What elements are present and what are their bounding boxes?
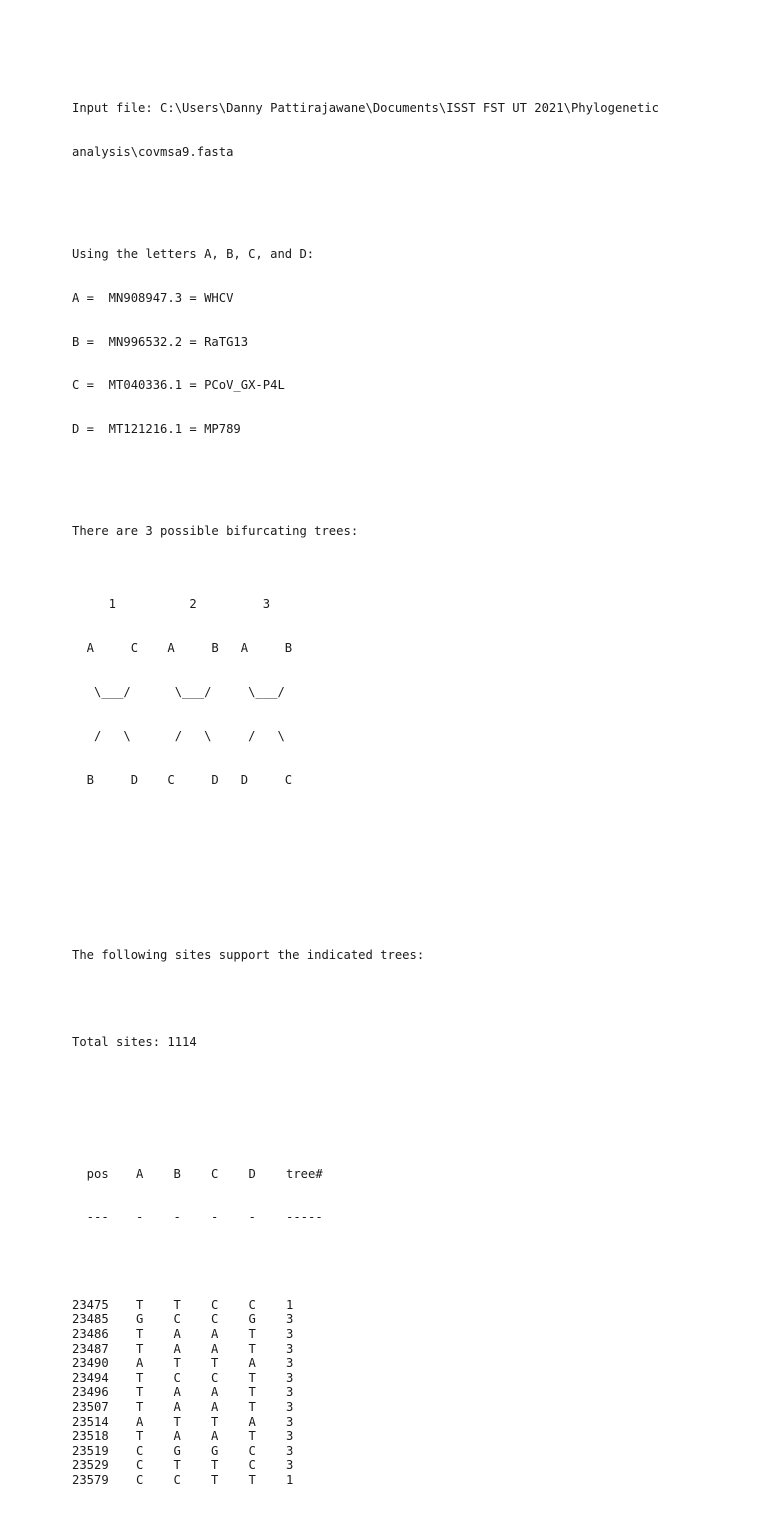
cell-c: A xyxy=(211,1400,219,1415)
cell-a: T xyxy=(136,1385,144,1400)
underline-tree: ----- xyxy=(286,1210,323,1225)
cell-pos: 23514 xyxy=(72,1414,109,1429)
letter-mapping-c: C = MT040336.1 = PCoV_GX-P4L xyxy=(72,378,285,393)
cell-pos: 23496 xyxy=(72,1385,109,1400)
document-page xyxy=(72,72,752,1531)
header-c: C xyxy=(211,1166,219,1181)
table-underline-row xyxy=(72,1210,752,1225)
cell-a: G xyxy=(136,1312,144,1327)
table-row xyxy=(72,1371,752,1386)
letters-intro: Using the letters A, B, C, and D: xyxy=(72,247,315,262)
cell-b: G xyxy=(173,1443,181,1458)
cell-b: C xyxy=(173,1312,181,1327)
table-row xyxy=(72,1444,752,1459)
cell-pos: 23486 xyxy=(72,1327,109,1342)
cell-b: A xyxy=(173,1429,181,1444)
tree-diagram xyxy=(72,568,752,816)
table-row xyxy=(72,1473,752,1488)
cell-c: T xyxy=(211,1473,219,1487)
tree-diagram-line: B D C D D C xyxy=(72,772,293,787)
cell-pos: 23494 xyxy=(72,1370,109,1385)
header-d: D xyxy=(248,1166,256,1181)
underline-a: - xyxy=(136,1210,144,1225)
cell-tree: 3 xyxy=(286,1341,294,1356)
sites-table xyxy=(72,1137,752,1516)
tree-diagram-line: 1 2 3 xyxy=(72,597,271,612)
cell-a: T xyxy=(136,1297,144,1312)
cell-b: C xyxy=(173,1370,181,1385)
cell-a: T xyxy=(136,1400,144,1415)
cell-d: T xyxy=(248,1370,256,1385)
cell-c: T xyxy=(211,1458,219,1473)
cell-c: C xyxy=(211,1370,219,1385)
cell-b: A xyxy=(173,1400,181,1415)
cell-c: A xyxy=(211,1341,219,1356)
cell-pos: 23529 xyxy=(72,1458,109,1473)
spacer xyxy=(72,189,752,204)
table-row xyxy=(72,1385,752,1400)
total-sites: Total sites: 1114 xyxy=(72,1035,197,1050)
table-row xyxy=(72,1342,752,1357)
header-pos: pos xyxy=(72,1166,109,1181)
cell-pos: 23490 xyxy=(72,1356,109,1371)
cell-d: T xyxy=(248,1385,256,1400)
cell-a: A xyxy=(136,1414,144,1429)
cell-c: A xyxy=(211,1385,219,1400)
cell-pos: 23487 xyxy=(72,1341,109,1356)
cell-b: T xyxy=(173,1458,181,1473)
cell-b: A xyxy=(173,1327,181,1342)
cell-b: C xyxy=(173,1473,181,1487)
cell-b: T xyxy=(173,1297,181,1312)
cell-tree: 3 xyxy=(286,1414,294,1429)
cell-pos: 23485 xyxy=(72,1312,109,1327)
cell-tree: 3 xyxy=(286,1458,294,1473)
input-file-line-1: Input file: C:\Users\Danny Pattirajawane\Documents\ISST FST UT 2021\Phylogenetic xyxy=(72,101,659,116)
cell-b: A xyxy=(173,1341,181,1356)
cell-d: T xyxy=(248,1473,256,1487)
cell-d: C xyxy=(248,1297,256,1312)
cell-d: T xyxy=(248,1400,256,1415)
table-row xyxy=(72,1400,752,1415)
cell-c: T xyxy=(211,1414,219,1429)
cell-c: A xyxy=(211,1327,219,1342)
spacer xyxy=(72,466,752,481)
cell-tree: 3 xyxy=(286,1443,294,1458)
cell-tree: 3 xyxy=(286,1312,294,1327)
table-row xyxy=(72,1415,752,1430)
cell-d: T xyxy=(248,1429,256,1444)
spacer xyxy=(72,845,752,860)
sites-intro: The following sites support the indicated trees: xyxy=(72,947,425,962)
spacer xyxy=(72,1254,752,1269)
underline-c: - xyxy=(211,1210,219,1225)
trees-intro: There are 3 possible bifurcating trees: xyxy=(72,524,359,539)
cell-d: G xyxy=(248,1312,256,1327)
cell-tree: 1 xyxy=(286,1297,294,1312)
cell-a: A xyxy=(136,1356,144,1371)
cell-pos: 23507 xyxy=(72,1400,109,1415)
cell-d: A xyxy=(248,1356,256,1371)
cell-a: T xyxy=(136,1327,144,1342)
table-row xyxy=(72,1312,752,1327)
tree-diagram-line: / \ / \ / \ xyxy=(72,728,285,743)
cell-a: C xyxy=(136,1473,144,1487)
cell-a: T xyxy=(136,1341,144,1356)
header-b: B xyxy=(173,1166,181,1181)
cell-d: A xyxy=(248,1414,256,1429)
table-row xyxy=(72,1458,752,1473)
header-a: A xyxy=(136,1166,144,1181)
spacer xyxy=(72,991,752,1006)
underline-pos: --- xyxy=(72,1210,109,1225)
tree-diagram-line: \___/ \___/ \___/ xyxy=(72,684,285,699)
table-row xyxy=(72,1327,752,1342)
cell-tree: 1 xyxy=(286,1473,294,1487)
cell-d: T xyxy=(248,1341,256,1356)
cell-c: G xyxy=(211,1443,219,1458)
cell-tree: 3 xyxy=(286,1356,294,1371)
cell-tree: 3 xyxy=(286,1385,294,1400)
spacer xyxy=(72,889,752,904)
cell-tree: 3 xyxy=(286,1327,294,1342)
cell-a: C xyxy=(136,1458,144,1473)
letter-mapping-b: B = MN996532.2 = RaTG13 xyxy=(72,334,249,349)
input-file-line-2: analysis\covmsa9.fasta xyxy=(72,144,234,159)
table-body xyxy=(72,1298,752,1488)
cell-b: T xyxy=(173,1414,181,1429)
cell-a: C xyxy=(136,1443,144,1458)
cell-b: A xyxy=(173,1385,181,1400)
cell-d: C xyxy=(248,1458,256,1473)
cell-tree: 3 xyxy=(286,1429,294,1444)
cell-pos: 23518 xyxy=(72,1429,109,1444)
table-header-row xyxy=(72,1167,752,1182)
cell-c: A xyxy=(211,1429,219,1444)
cell-c: C xyxy=(211,1297,219,1312)
table-row xyxy=(72,1298,752,1313)
cell-pos: 23579 xyxy=(72,1473,109,1487)
table-row xyxy=(72,1356,752,1371)
cell-tree: 3 xyxy=(286,1400,294,1415)
letter-mapping-a: A = MN908947.3 = WHCV xyxy=(72,290,234,305)
table-row xyxy=(72,1429,752,1444)
cell-d: T xyxy=(248,1327,256,1342)
cell-b: T xyxy=(173,1356,181,1371)
underline-b: - xyxy=(173,1210,181,1225)
cell-c: C xyxy=(211,1312,219,1327)
cell-a: T xyxy=(136,1429,144,1444)
header-tree: tree# xyxy=(286,1166,323,1181)
cell-c: T xyxy=(211,1356,219,1371)
cell-pos: 23475 xyxy=(72,1297,109,1312)
cell-d: C xyxy=(248,1443,256,1458)
letter-mapping-d: D = MT121216.1 = MP789 xyxy=(72,422,241,437)
cell-pos: 23519 xyxy=(72,1443,109,1458)
spacer xyxy=(72,1079,752,1094)
cell-tree: 3 xyxy=(286,1370,294,1385)
tree-diagram-line: A C A B A B xyxy=(72,641,293,656)
cell-a: T xyxy=(136,1370,144,1385)
underline-d: - xyxy=(248,1210,256,1225)
